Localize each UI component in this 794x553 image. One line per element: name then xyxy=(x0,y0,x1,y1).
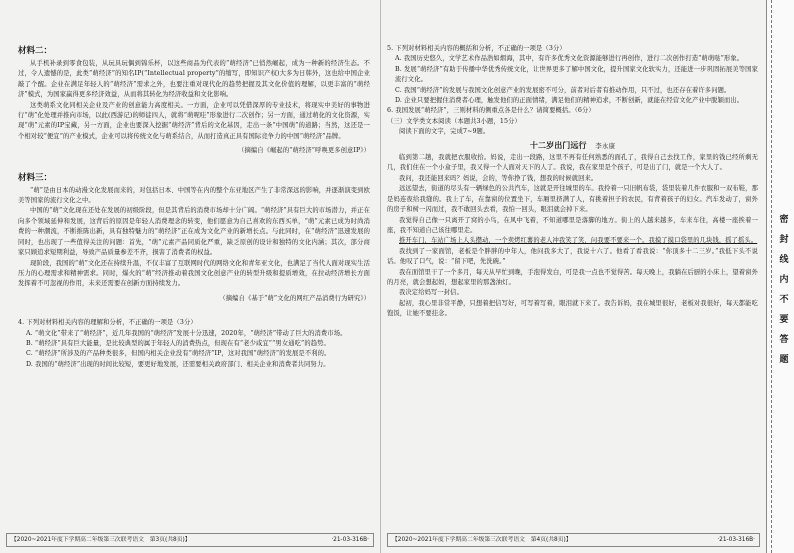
left-column xyxy=(0,0,380,553)
left-footer-code: ·21-03-316B· xyxy=(331,537,369,543)
story-paragraph: 起初，我心里非常平静，只想着把信写好，可写着写着，眼泪就下来了。我告诉妈，我在城里很好，老板对我很好，每天都能吃饱饭，让她不要挂念。 xyxy=(387,299,758,318)
story-title-line xyxy=(387,140,758,151)
question-5: 5. 下列对材料相关内容的概括和分析，不正确的一项是（3分） xyxy=(387,45,566,52)
story-paragraph: 我在面馆里干了一个多月，每天从早忙到晚，手泡得发白，可是我一点也不觉得苦。每天晚上，我躺在后厨的小床上，望着窗外的月亮，就会想起妈，想起家里的那盏油灯。 xyxy=(387,268,758,286)
question-4: 4. 下列对材料相关内容的理解和分析，不正确的一项是（3分） xyxy=(18,319,197,327)
question-4-option-a: A. “萌文化”带来了“萌经济”，近几年我国的“萌经济”发展十分迅速，2020年，“萌经济”带动了巨大的消费市场。 xyxy=(26,329,347,337)
question-4-option-b: B. “萌经济”具有巨大能量，是比较典型的属于年轻人的消费热点，但现在有“老少咸宜”“男女通吃”的趋势。 xyxy=(26,339,330,347)
question-6: 6. 我国发展“萌经济”，三则材料的侧重点各是什么？请简要概括。（6分） xyxy=(387,107,595,115)
material-three-para: 现阶段，我国的“萌”文化还在持续升温，不仅丰富了互联网时代的网络文化和青年亚文化，也满足了当代人面对现实生活压力的心理需求和精神需求。同时，爆火的“萌”经济推动着我国文化创意产业的转型升级和提质增效，在拉动经济增长方面发挥着不可忽视的作用，未来还需要在创新方面持续发力。 xyxy=(18,259,370,288)
seal-label: 答 xyxy=(779,335,789,345)
story-author: 李永康 xyxy=(595,141,616,150)
material-three-para: 中国的“萌”文化现在还处在发展的初级阶段，但是其背后的消费市场却十分广阔。“萌经济”具有巨大的市场潜力，并正在向多个领域延伸和发展，这背后的原因是年轻人消费理念的转变，他们愿意为自己喜欢的东西买单，“萌”元素已成为时尚消费的一种潮流，不断推陈出新，具有独特魅力的“萌经济”正在成为文化产业的新增长点。与此同时，在“萌经济”迅速发展的同时，也出现了一些值得关注的问题：首先，“萌”元素产品同质化严重，缺乏原创的设计和独特的文化内涵；其次，部分商家只顾追求短期利益，导致产品质量参差不齐，损害了消费者的权益。 xyxy=(18,207,370,257)
seal-label: 封 xyxy=(779,235,789,245)
story-paragraph: 我觉得自己像一只离开了窝的小鸟，在风中飞着，不知道哪里是落脚的地方。街上的人越来越多，车来车往，高楼一座挨着一座，我不知道自己该往哪里走。 xyxy=(387,216,758,234)
seal-label: 要 xyxy=(779,315,789,325)
story-paragraph: 我决定给妈写一封信。 xyxy=(399,289,463,297)
seal-label: 不 xyxy=(779,295,789,305)
material-two-title: 材料二： xyxy=(18,46,53,56)
story-paragraph: 我找到了一家面馆，老板是个胖胖的中年人，他问我多大了，我说十六了。他看了看我说：“你顶多十二三岁。”我低下头不说话。他叹了口气，说：“留下吧，先洗碗。” xyxy=(387,247,758,266)
question-4-option-c: C. “萌经济”所涉及的产品种类很多，但国内相关企业没有“萌经济”IP，这对我国“萌经济”的发展是不利的。 xyxy=(26,350,331,358)
story-paragraph: 我问，我还能回来吗？妈说，会的，等你挣了钱，想我的时候就回来。 xyxy=(399,174,598,182)
question-5-option-c: C. 我国“萌经济”的发展与我国文化创意产业的发展密不可分，前者对后者有推动作用，只不过，也还存在着许多问题。 xyxy=(395,86,731,94)
story-paragraph: 临到第二趟，我就把衣服收拾。妈说，走出一段路，这里不再有任何熟悉的面孔了，我得自己去找工作，家里的钱已经所剩无几，我们住在一个小盒子里，我又得一个人面对天下的人了。我说，我在家里是个孩子，可是出了门，就是一个大人了。 xyxy=(387,154,758,172)
section-three-heading: （三）文学类文本阅读（本题共3小题，15分） xyxy=(387,117,521,125)
reading-instruction: 阅读下面的文字，完成7~9题。 xyxy=(399,128,490,136)
material-two-para: 这类萌系文化同相关企业及产业的创意能力高度相关。一方面，企业可以凭借深厚的专业技术，将现实中美好的事物进行“萌”化处理并推向市场，以此(西游记)的师徒四人，就将“萌呢哇”形象进行二次创作；另一方面，通过萌化的文化资源，实现“萌”元素的IP宝藏，另一方面，企业也要深入挖掘“萌经济”背后的文化基因，走出一条“中国萌”的道路；当然，这还是一个相对较“便宜”的产业模式，企业可以将传统文化与萌系结合，从而打造真正具有国际竞争力的中国“萌经济”品牌。 xyxy=(18,101,370,140)
question-5-option-d: D. 企业只要把握住消费者心理，触发他们的正面情绪，满足他们的精神追求，不断创新，就能在经营文化产业中脱颖而出。 xyxy=(395,97,744,105)
material-two-para: 从手机补录到零食包装，从玩具玩偶到锦乐杯，以这些商品为代表的“萌经济”已悄然崛起，成为一种新的经济生态。不过，令人遗憾的是，此类“萌经济”的知名IP(“Intellectual property”的缩写，即知识产权)大多为日韩外，这也给中国企业敲了个醒。企业在满足年轻人的“萌经济”需求之外，也要注重对现代化的趋势把握及其文化价值的理解，以更丰富的“萌经济”模式，为国家赢得更多经济效益，从而将其转化为经济收益和文化影响。 xyxy=(18,60,370,99)
seal-label: 内 xyxy=(779,275,789,285)
question-5-option-a: A. 我国历史悠久，文学艺术作品浩如烟海，其中，有许多优秀文化资源能够进行再创作，进行二次创作打造“萌萌哒”形象。 xyxy=(395,55,744,63)
material-three-para: “萌”是由日本的动漫文化发展而来的，对包括日本、中国等在内的整个东亚地区产生了非常深远的影响，并逐渐演变到欧美等国家的流行文化之中。 xyxy=(18,186,370,205)
right-footer-text: 【2020~2021年度下学期高二年级第三次联考语文 第4页(共8页)】 xyxy=(392,537,572,543)
material-two-source: （摘编自《崛起的“萌经济”呼唤更多创意IP》） xyxy=(238,147,370,155)
seal-label: 密 xyxy=(779,215,789,225)
seal-line-labels xyxy=(776,210,792,370)
story-title: 十二岁出门远行 xyxy=(529,139,587,150)
left-footer xyxy=(6,533,374,547)
material-three-title: 材料三： xyxy=(18,172,53,183)
left-footer-text: 【2020~2021年度下学期高二年级第三次联考语文 第3页(共8页)】 xyxy=(11,537,191,543)
right-column xyxy=(380,0,766,553)
right-footer-code: ·21-03-316B· xyxy=(717,537,755,543)
seal-label: 题 xyxy=(779,355,789,365)
question-4-option-d: D. 我国的“萌经济”出现的时间比较短，要更好地发展，还需要相关政府部门、相关企业和消费者共同努力。 xyxy=(26,360,330,368)
seal-line xyxy=(771,0,772,553)
question-5-option-b: B. 发展“萌经济”有助于传播中华优秀传统文化，让世界更多了解中国文化，提升国家文化软实力，还能进一步巩固拓展美等国家流行文化。 xyxy=(395,65,758,84)
story-paragraph: 远远望去，街道的尽头有一辆绿色的公共汽车，这就是开往城里的车。我拎着一只旧帆布袋，袋里装着几件衣服和一双布鞋，那是妈连夜给我缝的。我上了车，在靠窗的位置坐下，车厢里挤满了人，有挑着担子的农民，有背着孩子的妇女。汽车发动了，窗外的房子和树一闪而过，我不敢回头去看，我怕一回头，眼泪就会掉下来。 xyxy=(387,185,758,214)
seal-margin xyxy=(766,0,794,553)
right-footer xyxy=(387,533,760,547)
story-paragraph-underlined: 推开车门，车站广场上人头攒动，一个卖烤红薯的老人冲我笑了笑，问我要不要来一个。我摸了摸口袋里的几块钱，摇了摇头。 xyxy=(399,237,758,245)
material-three-source: （摘编自《基于“萌”文化的网红产品消费行为研究》） xyxy=(219,294,370,302)
seal-label: 线 xyxy=(779,255,789,265)
